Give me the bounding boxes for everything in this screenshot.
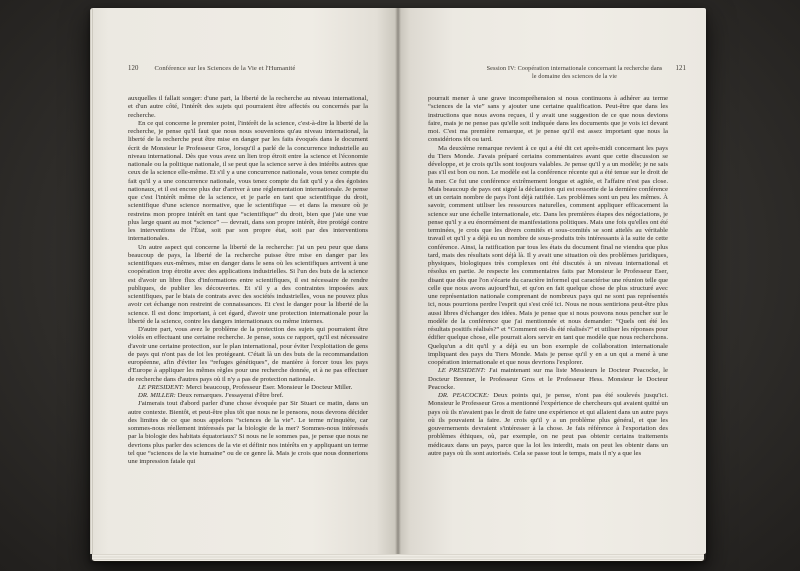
speaker-label: LE PRESIDENT: [138,383,186,391]
body-paragraph: D'autre part, vous avez le problème de la protection des sujets qui pourraient être violés en effectuant une certaine recherche. Je pense, sous ce rapport, qu'il est nécessaire d'avoir une certaine protection, sur le plan international, pour éviter l'exploitation de gens de pays qui n'ont pas de loi les protégeant. C'était là un des buts de la recommandation européenne, afin d'éviter les “refuges génétiques”, de manière à forcer tous les pays d'Europe à appliquer les mêmes règles pour une recherche donnée, et à ne pas effectuer de recherche dans d'autres pays où il n'y a pas de protection nationale. [128,326,368,383]
body-paragraph: En ce qui concerne le premier point, l'intérêt de la science, c'est-à-dire la liberté de la recherche, je pense qu'il faut que nous nous souvenions qu'au niveau international, la liberté de la recherche peut être mise en danger par les faits évoqués dans le document écrit de Monsieur le Professeur Gros, lorsqu'il a parlé de la concurrence industrielle au niveau international. Dès que vous avez un lien trop étroit entre la science et l'économie nationale ou la politique nationale, il se peut que la science serve à des intérêts autres que ceux de la science elle-même. Et s'il y a une concurrence nationale, vous tenez compte du fait qu'il y a une concurrence nationale, vous tenez compte du fait qu'il y a des égoïstes nationaux, et il est encore plus dur d'arriver à une réglementation internationale. Je pense que c'est l'intérêt même de la science, et je parle en tant que scientifique du droit, scientifique d'une science normative, que le scientifique — et dans la mesure où je restreins mon propre intérêt en tant que “scientifique” du droit, bien que j'aie une vue plus large quant au mot “science” — devrait, dans son propre intérêt, être protégé contre les interventions de l'État, soit par son propre état, soit par des interventions internationales. [128,119,368,243]
page-left [90,8,398,554]
right-page-number: 121 [675,65,686,72]
left-page-header [128,65,368,73]
right-page-text [428,95,668,547]
speaker-label: DR. MILLER: [138,392,178,399]
left-page-number: 120 [128,65,139,72]
right-running-head: Session IV: Coopération internationale concernant la recherche dans le domaine des sciences de la vie [486,65,663,80]
left-running-head: Conférence sur les Sciences de la Vie et l'Humanité [154,65,296,72]
page-stack-edge [92,554,704,562]
right-page-header [428,65,686,81]
body-paragraph: Un autre aspect qui concerne la liberté de la recherche: j'ai un peu peur que dans beaucoup de pays, la liberté de la recherche puisse être mise en danger par les scientifiques eux-mêmes, mise en danger dans le sens où les scientifiques arrivent à une coopération trop étroite avec des applications industrielles. Si l'un des buts de la science est d'avoir un libre flux d'informations entre scientifiques, il est nécessaire de rendre publiques, de publier les découvertes. Et s'il y a des contraintes imposées aux scientifiques, par le biais de contrats avec des sociétés industrielles, vous ne pouvez plus avoir cet échange non restreint de connaissances. Et c'est le danger pour la liberté de la science. Il est donc important, à cet égard, d'avoir une protection internationale pour la liberté de la science, contre les dangers internationaux ou même internes. [128,243,368,325]
page-right [398,8,706,554]
left-page-text [128,95,368,547]
body-paragraph: Ma deuxième remarque revient à ce qui a été dit cet après-midi concernant les pays du Tiers Monde. J'avais préparé certains commentaires avant que cette discussion se développe, et je crois qu'ils sont toujours valables. Je pense qu'il y a un modèle; je ne sais pas s'il est bon ou non. Le modèle est la conférence récente qui a été tenue sur le droit de la mer. Ce fut une conférence extrêmement longue et agitée, et l'affaire n'est pas close. Mais beaucoup de pays ont signé la déclaration qui est ressortie de la dernière conférence et un certain nombre de pays l'ont déjà ratifiée. Les problèmes sont un peu les mêmes. À savoir, comment utiliser les ressources naturelles, comment appliquer efficacement la science sur une échelle internationale, etc. Dans les premières étapes des négociations, je pense qu'il y a eu énormément de manifestations politiques. Mais une fois qu'elles ont été terminées, je crois que les divers comités et sous-comités se sont attelés au véritable travail et qu'il y a déjà eu un nombre de sous-produits très intéressants à la suite de cette conférence. Ainsi, la ratification par tous les états du document final ne viendra que plus tard, mais des résultats sont déjà là. Il y avait une situation où des problèmes juridiques, physiques, biologiques très complexes ont été discutés à un niveau international et résolus en partie. Je respecte les commentaires faits par Monsieur le Professeur Eser, disant que dès que l'on s'écarte du caractère informel qui caractérise une réunion telle que celle que nous avons aujourd'hui, et qu'on en fait quelque chose de plus structuré avec une représentation nationale comprenant de nombreux pays qui ne sont pas représentés ici, nous pourrions perdre l'esprit qui s'est créé ici. Nous ne nous sentirions peut-être plus aussi libres d'échanger des idées. Mais je pense que si nous pouvons nous pencher sur le modèle de la conférence que j'ai mentionnée et nous demander: “Quels ont été les résultats positifs réalisés?” et “Comment ont-ils été réalisés?” et utiliser les réponses pour édifier quelque chose, elle pourrait alors servir en tant que modèle que nous recherchons. Quelqu'un a dit qu'il y a déjà eu un bon exemple de collaboration internationale impliquant des pays du Tiers Monde. Mais je pense qu'il y en a un qui a mené à une coopération internationale et que nous devrions l'explorer. [428,144,668,366]
dialogue-paragraph: DR. MILLER: Deux remarques. J'essayerai d'être bref. [138,392,284,399]
body-paragraph: auxquelles il fallait songer: d'une part, la liberté de la recherche au niveau international, et d'un autre côté, l'intérêt des sujets qui pourraient être affectés ou concernés par la recherche. [128,95,368,119]
dialogue-paragraph: LE PRESIDENT: Merci beaucoup, Professeur Eser. Monsieur le Docteur Miller. [138,383,353,391]
dialogue-paragraph: DR. PEACOCKE: Deux points qui, je pense, n'ont pas été soulevés jusqu'ici. Monsieur le Professeur Gros a mentionné l'expérience de chercheurs qui avaient quitté un pays où ils n'avaient pas le droit de faire une expérience et qui allaient dans un autre pays où ils pouvaient la faire. Je crois qu'il y a un problème plus général, et que les gouvernements devraient s'intéresser à la chose. Je fais référence à l'exportation des problèmes éthiques, où, par exemple, on ne peut pas obtenir certains traitements médicaux dans un pays, parce que la loi les interdit, mais on peut les obtenir dans un autre pays où ils sont autorisés. Cela se passe tout le temps, mais il n'y a que les [428,392,668,457]
dialogue-paragraph: LE PRESIDENT: J'ai maintenant sur ma liste Messieurs le Docteur Peacocke, le Docteur Brenner, le Professeur Gros et le Professeur Hess. Monsieur le Docteur Peacocke. [428,367,668,391]
open-book [90,8,706,561]
speaker-label: LE PRESIDENT: [438,367,489,375]
body-paragraph: pourrait mener à une grave incompréhension si nous continuons à adhérer au terme “sciences de la vie” sans y ajouter une certaine qualification. Peut-être que dans les instructions que nous avons reçues, il y avait une suggestion de ce que nous devions faire, mais je ne pense pas qu'elle soit indiquée dans les documents que je vois ici devant moi. C'est ma première remarque, et je pense qu'il est assez important que nous la considérions tôt ou tard. [428,95,668,144]
body-paragraph: J'aimerais tout d'abord parler d'une chose évoquée par Sir Stuart ce matin, dans un autre contexte. Bientôt, et peut-être plus tôt que nous ne le pensons, nous devrons décider des limites de ce que nous appelons “sciences de la vie”. Le terme m'inquiète, car sommes-nous réellement intéressés par la biologie de la mer? Sommes-nous intéressés par la biologie des habitats équatoriaux? Si nous ne le sommes pas, je pense que nous ne devrions plus parler des sciences de la vie et définir nos intérêts en y appliquant un terme tel que “sciences de la vie humaine” ou de ce genre là. Mais je crois que nous donnerions une impression fatale qui [128,400,368,465]
speaker-label: DR. PEACOCKE: [438,392,494,399]
